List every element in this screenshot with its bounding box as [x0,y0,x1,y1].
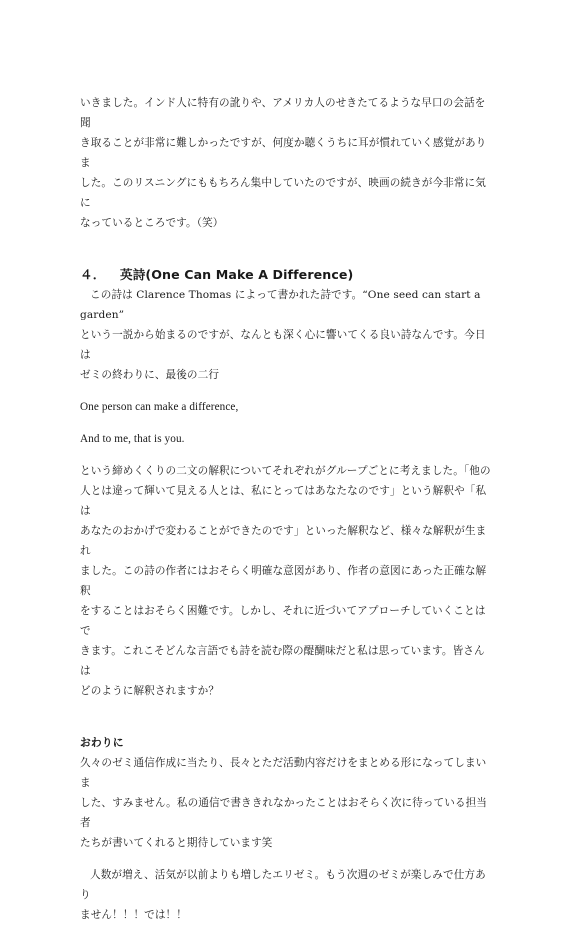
poem-intro-paragraph [80,285,492,385]
text-line: どのように解釈されますか？ [80,685,220,697]
spacer [80,233,492,265]
text-line: という一説から始まるのですが、なんとも深く心に響いてくる良い詩なんです。今日は [80,329,486,361]
text-line: いきました。インド人に特有の訛りや、アメリカ人のせきたてるような早口の会話を聞 [80,97,486,129]
section-number: ４． [80,267,106,282]
text-line: あなたのおかげで変わることができたのです」といった解釈など、様々な解釈が生まれ [80,525,487,557]
document-page [80,93,492,925]
text-line: きます。これこそどんな言語でも詩を読む際の醍醐味だと私は思っています。皆さんは [80,645,485,677]
text-line: ません！！！では！！ [80,909,187,921]
intro-paragraph [80,93,492,233]
poem-verse-line-2: And to me, that is you. [80,433,185,445]
text-line: という締めくくりの二文の解釈についてそれぞれがグループごとに考えました。「他の [80,465,491,477]
text-line: した。このリスニングにももちろん集中していたのですが、映画の続きが今非常に気に [80,177,486,209]
closing-paragraph-2 [80,865,492,925]
text-line: ました。この詩の作者にはおそらく明確な意図があり、作者の意図にあった正確な解釈 [80,565,487,597]
text-line: した、すみません。私の通信で書ききれなかったことはおそらく次に待っている担当者 [80,797,487,829]
text-line: 久々のゼミ通信作成に当たり、長々とただ活動内容だけをまとめる形になってしまいま [80,757,487,789]
text-line: なっているところです。（笑） [80,217,224,229]
text-line: ゼミの終わりに、最後の二行 [80,369,220,381]
text-line: き取ることが非常に難しかったですが、何度か聴くうちに耳が慣れていく感覚がありま [80,137,487,169]
section-4-heading [80,265,492,285]
interpretation-paragraph [80,461,492,701]
text-line: 人とは違って輝いて見える人とは、私にとってはあなたなのです」という解釈や「私は [80,485,487,517]
text-line: をすることはおそらく困難です。しかし、それに近づいてアプローチしていくことはで [80,605,486,637]
text-line: この詩は Clarence Thomas によって書かれた詩です。“One seed can start a garden” [80,289,481,321]
text-line: 人数が増え、活気が以前よりも増したエリゼミ。もう次週のゼミが楽しみで仕方あり [80,869,486,901]
closing-heading: おわりに [80,736,124,749]
poem-verse-line-1: One person can make a difference, [80,401,239,413]
spacer [80,701,492,733]
section-title: 英詩(One Can Make A Difference) [120,267,354,282]
text-line: たちが書いてくれると期待しています笑 [80,837,273,849]
closing-paragraph-1 [80,753,492,853]
